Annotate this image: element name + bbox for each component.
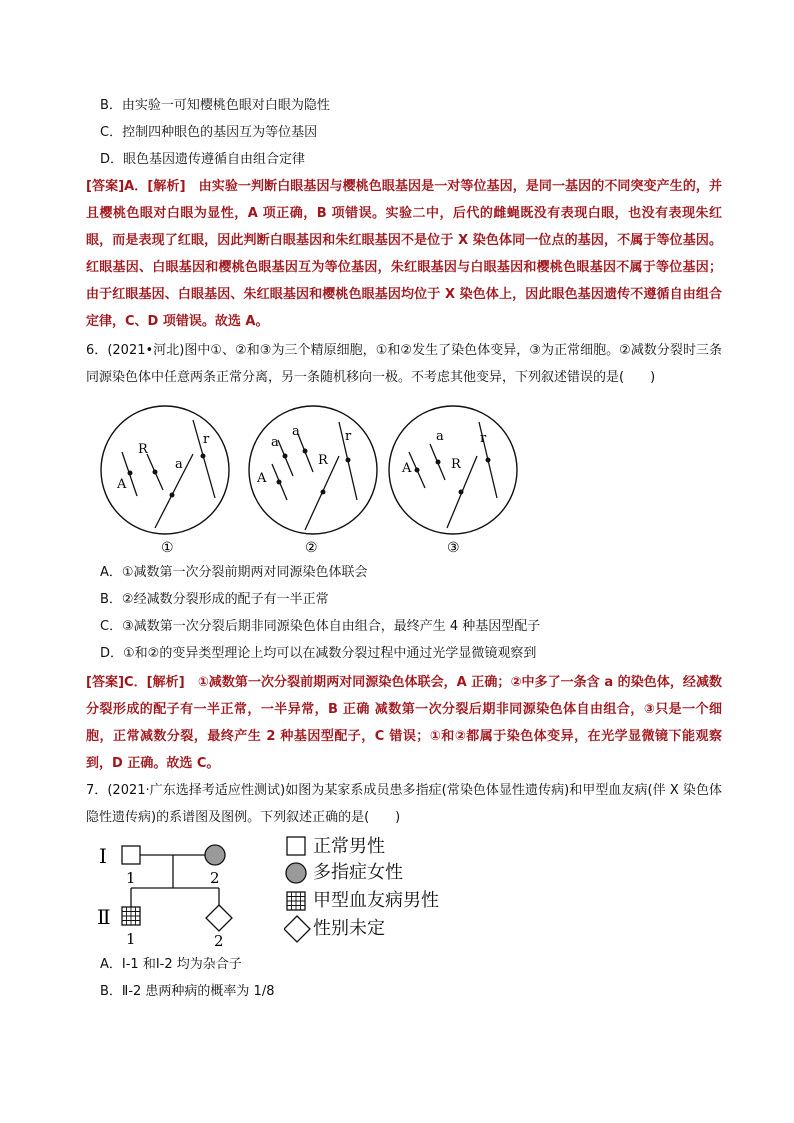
gene-R-cell2: R — [318, 453, 328, 468]
legend-unknown-sex: 性别未定 — [313, 918, 385, 939]
q5-option-b: B．由实验一可知樱桃色眼对白眼为隐性 — [100, 98, 330, 113]
generation-II: Ⅱ — [97, 905, 111, 929]
gene-a-cell2-1: a — [271, 435, 279, 450]
legend-normal-male-symbol — [287, 837, 305, 855]
q6-answer: [答案]C．[解析] ①减数第一次分裂前期两对同源染色体联会，A 正确；②中多了一条含 a 的染色体，经减数分裂形成的配子有一半正常，一半异常，B 正确 减数第一次分裂后期非同源染色体自由组合，③只是一个细胞，正常减数分裂，最终产生 2 种基因型配子，C 错误；①和②都属于染色体变异，在光学显微镜下能观察到，D 正确。故选 C。 — [86, 675, 722, 771]
q6-option-a: A．①减数第一次分裂前期两对同源染色体联会 — [100, 565, 368, 580]
pedigree-II-2-unknown — [206, 905, 232, 931]
pedigree-chart — [95, 836, 295, 950]
legend-polydactyly-female-symbol — [286, 863, 306, 883]
pedigree-I-1-male — [122, 846, 140, 864]
legend-normal-male: 正常男性 — [313, 836, 385, 857]
gene-A-cell1: A — [117, 477, 127, 492]
pedigree-II-2-num: 2 — [214, 932, 224, 950]
q6-option-d: D．①和②的变异类型理论上均可以在减数分裂过程中通过光学显微镜观察到 — [100, 646, 537, 661]
q7-stem: 7．(2021·广东选择考适应性测试)如图为某家系成员患多指症(常染色体显性遗传病)和甲型血友病(伴 X 染色体隐性遗传病)的系谱图及图例。下列叙述正确的是( ) — [86, 783, 722, 825]
q7-option-b: B．Ⅱ-2 患两种病的概率为 1/8 — [100, 984, 275, 999]
gene-r-cell3: r — [480, 431, 487, 446]
gene-a-cell3: a — [436, 429, 444, 444]
gene-r-cell2: r — [345, 429, 352, 444]
q6-option-b: B．②经减数分裂形成的配子有一半正常 — [100, 592, 329, 607]
cell-label-3: ③ — [447, 540, 460, 556]
gene-R-cell3: R — [451, 457, 461, 472]
q5-option-c: C．控制四种眼色的基因互为等位基因 — [100, 125, 318, 140]
pedigree-I-2-num: 2 — [210, 869, 220, 887]
cell-1 — [101, 406, 229, 534]
pedigree-I-1-num: 1 — [126, 869, 136, 887]
q5-answer: [答案]A．[解析] 由实验一判断白眼基因与樱桃色眼基因是一对等位基因，是同一基因的不同突变产生的，并且樱桃色眼对白眼为显性，A 项正确，B 项错误。实验二中，后代的雌蝇既没有表现白眼，也没有表现朱红眼，而是表现了红眼，因此判断白眼基因和朱红眼基因不是位于 X 染色体同一位点的基因，不属于等位基因。红眼基因、白眼基因和樱桃色眼基因互为等位基因，朱红眼基因与白眼基因和樱桃色眼基因不属于等位基因；由于红眼基因、白眼基因、朱红眼基因和樱桃色眼基因均位于 X 染色体上，因此眼色基因遗传不遵循自由组合定律，C、D 项错误。故选 A。 — [86, 179, 722, 329]
q6-option-c: C．③减数第一次分裂后期非同源染色体自由组合，最终产生 4 种基因型配子 — [100, 619, 541, 634]
legend-unknown-sex-symbol — [284, 916, 310, 942]
gene-R-cell1: R — [138, 442, 148, 457]
generation-I: Ⅰ — [99, 844, 107, 868]
q7-option-a: A．Ⅰ-1 和Ⅰ-2 均为杂合子 — [100, 957, 242, 972]
gene-A-cell3: A — [402, 461, 412, 476]
pedigree-II-1-num: 1 — [126, 930, 136, 948]
cell-2 — [249, 406, 377, 534]
gene-a-cell1: a — [175, 457, 183, 472]
legend-hemophilia-male: 甲型血友病男性 — [313, 890, 439, 911]
q5-option-d: D．眼色基因遗传遵循自由组合定律 — [100, 152, 306, 167]
gene-r-cell1: r — [203, 432, 210, 447]
pedigree-II-1-male — [122, 907, 140, 925]
gene-A-cell2: A — [257, 471, 267, 486]
legend-hemophilia-male-symbol — [287, 892, 305, 910]
cell-diagram — [95, 400, 535, 560]
gene-a-cell2-2: a — [292, 424, 300, 439]
legend-polydactyly-female: 多指症女性 — [313, 862, 403, 883]
cell-3 — [389, 406, 517, 534]
pedigree-legend-symbols — [284, 834, 314, 946]
cell-label-2: ② — [305, 540, 318, 556]
pedigree-I-2-female — [205, 845, 225, 865]
q6-stem: 6．(2021•河北)图中①、②和③为三个精原细胞，①和②发生了染色体变异，③为正常细胞。②减数分裂时三条同源染色体中任意两条正常分离，另一条随机移向一极。不考虑其他变异，下列叙述错误的是( ) — [86, 343, 722, 385]
cell-label-1: ① — [161, 540, 174, 556]
